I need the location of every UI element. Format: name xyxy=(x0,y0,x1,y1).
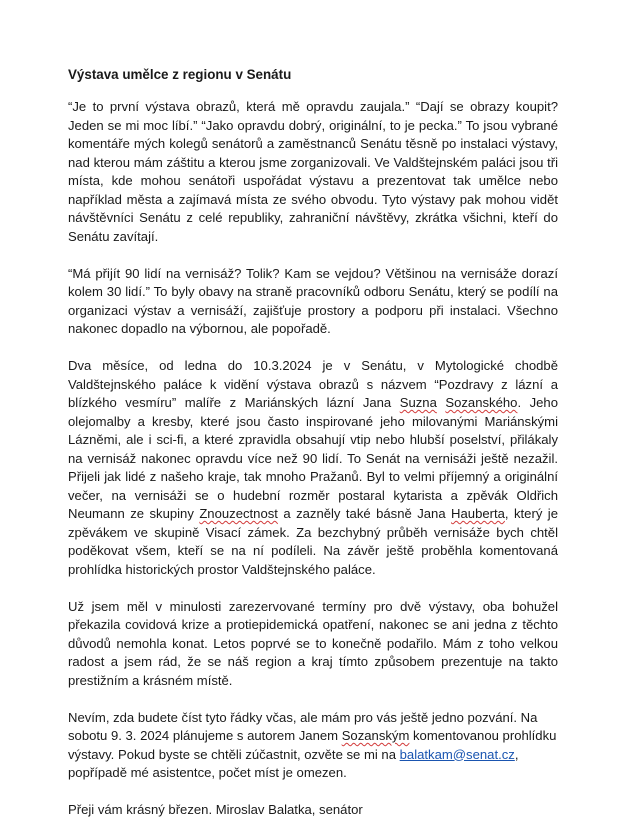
paragraph-4: Už jsem měl v minulosti zarezervované termíny pro dvě výstavy, oba bohužel překazila covidová krize a protiepidemická opatření, nakonec se ani jedna z těchto důvodů nemohla konat. Letos poprvé se to konečně podařilo. Mám z toho velkou radost a jsem rád, že se náš region a kraj tímto způsobem prezentuje na takto prestižním a krásném místě. xyxy=(68,598,558,688)
paragraph-3-text: . Jeho olejomalby a kresby, které jsou často inspirované jeho milovanými Mariánskými Lázněmi, ale i sci-fi, a které zpravidla obsahují vtip nebo hlubší poselství, přilákaly na vernisáž nakonec opravdu více než 90 lidí. To Senát na vernisáži ještě nezažil. Přijeli jak lidé z našeho kraje, tak mnoho Pražanů. Byl to velmi příjemný a originální večer, na vernisáži se o hudební rozměr postaral kytarista a zpěvák Oldřich Neumann ze skupiny xyxy=(68,395,558,521)
document-page xyxy=(68,66,558,838)
paragraph-3-text: Dva měsíce, od ledna do 10.3.2024 je v Senátu, v Mytologické chodbě Valdštejnského paláce k vidění výstava obrazů s názvem “Pozdravy z lázní a blízkého vesmíru” malíře z Mariánských lázní Jana xyxy=(68,358,558,410)
misspelled-word[interactable]: Hauberta xyxy=(451,506,505,521)
paragraph-1: “Je to první výstava obrazů, která mě opravdu zaujala.” “Dají se obrazy koupit? Jeden se mi moc líbí.” “Jako opravdu dobrý, originální, to je pecka.” To jsou vybrané komentáře mých kolegů senátorů a zaměstnanců Senátu těsně po instalaci výstavy, nad kterou mám záštitu a kterou jsme zorganizovali. Ve Valdštejnském paláci jsou tři místa, kde mohou senátoři uspořádat výstavu a prezentovat tak umělce nebo například města a zajímavá místa ze svého obvodu. Tyto výstavy pak mohou vidět návštěvníci Senátu z celé republiky, zahraniční návštěvy, zkrátka všichni, kteří do Senátu zavítají. xyxy=(68,99,558,244)
misspelled-word[interactable]: Sozanského xyxy=(445,395,518,410)
misspelled-word[interactable]: Suzna xyxy=(399,395,437,410)
signature-paragraph: Přeji vám krásný březen. Miroslav Balatka, senátor xyxy=(68,802,363,817)
paragraph-5-text: komentovanou prohlídku výstavy. Pokud byste se chtěli zúčastnit, ozvěte se mi na xyxy=(68,728,557,762)
paragraph-3-text: a zazněly také básně Jana xyxy=(277,506,452,521)
document-title: Výstava umělce z regionu v Senátu xyxy=(68,67,292,82)
misspelled-word[interactable]: Znouzectnost xyxy=(199,506,278,521)
paragraph-5-text: , popřípadě mé asistentce, počet míst je omezen. xyxy=(68,746,519,780)
paragraph-2: “Má přijít 90 lidí na vernisáž? Tolik? Kam se vejdou? Většinou na vernisáže dorazí kolem 30 lidí.” To byly obavy na straně pracovníků odboru Senátu, který se podílí na organizaci výstav a vernisáží, zajišťuje prostory a podporu při instalaci. Všechno nakonec dopadlo na výbornou, ale popořadě. xyxy=(68,265,558,336)
paragraph-5-text: Nevím, zda budete číst tyto řádky včas, ale mám pro vás ještě jedno pozvání. Na sobotu 9. 3. 2024 plánujeme s autorem Janem xyxy=(68,709,538,743)
email-link[interactable]: balatkam@senat.cz xyxy=(399,746,515,762)
misspelled-word[interactable]: Sozanským xyxy=(341,728,410,743)
paragraph-3 xyxy=(68,357,558,579)
paragraph-5 xyxy=(68,709,558,783)
paragraph-3-text: , který je zpěvákem ve skupině Visací zámek. Za bezchybný průběh vernisáže bych chtěl poděkovat všem, kteří se na ní podíleli. Na závěr ještě proběhla komentovaná prohlídka historických prostor Valdštejnského paláce. xyxy=(68,506,558,577)
